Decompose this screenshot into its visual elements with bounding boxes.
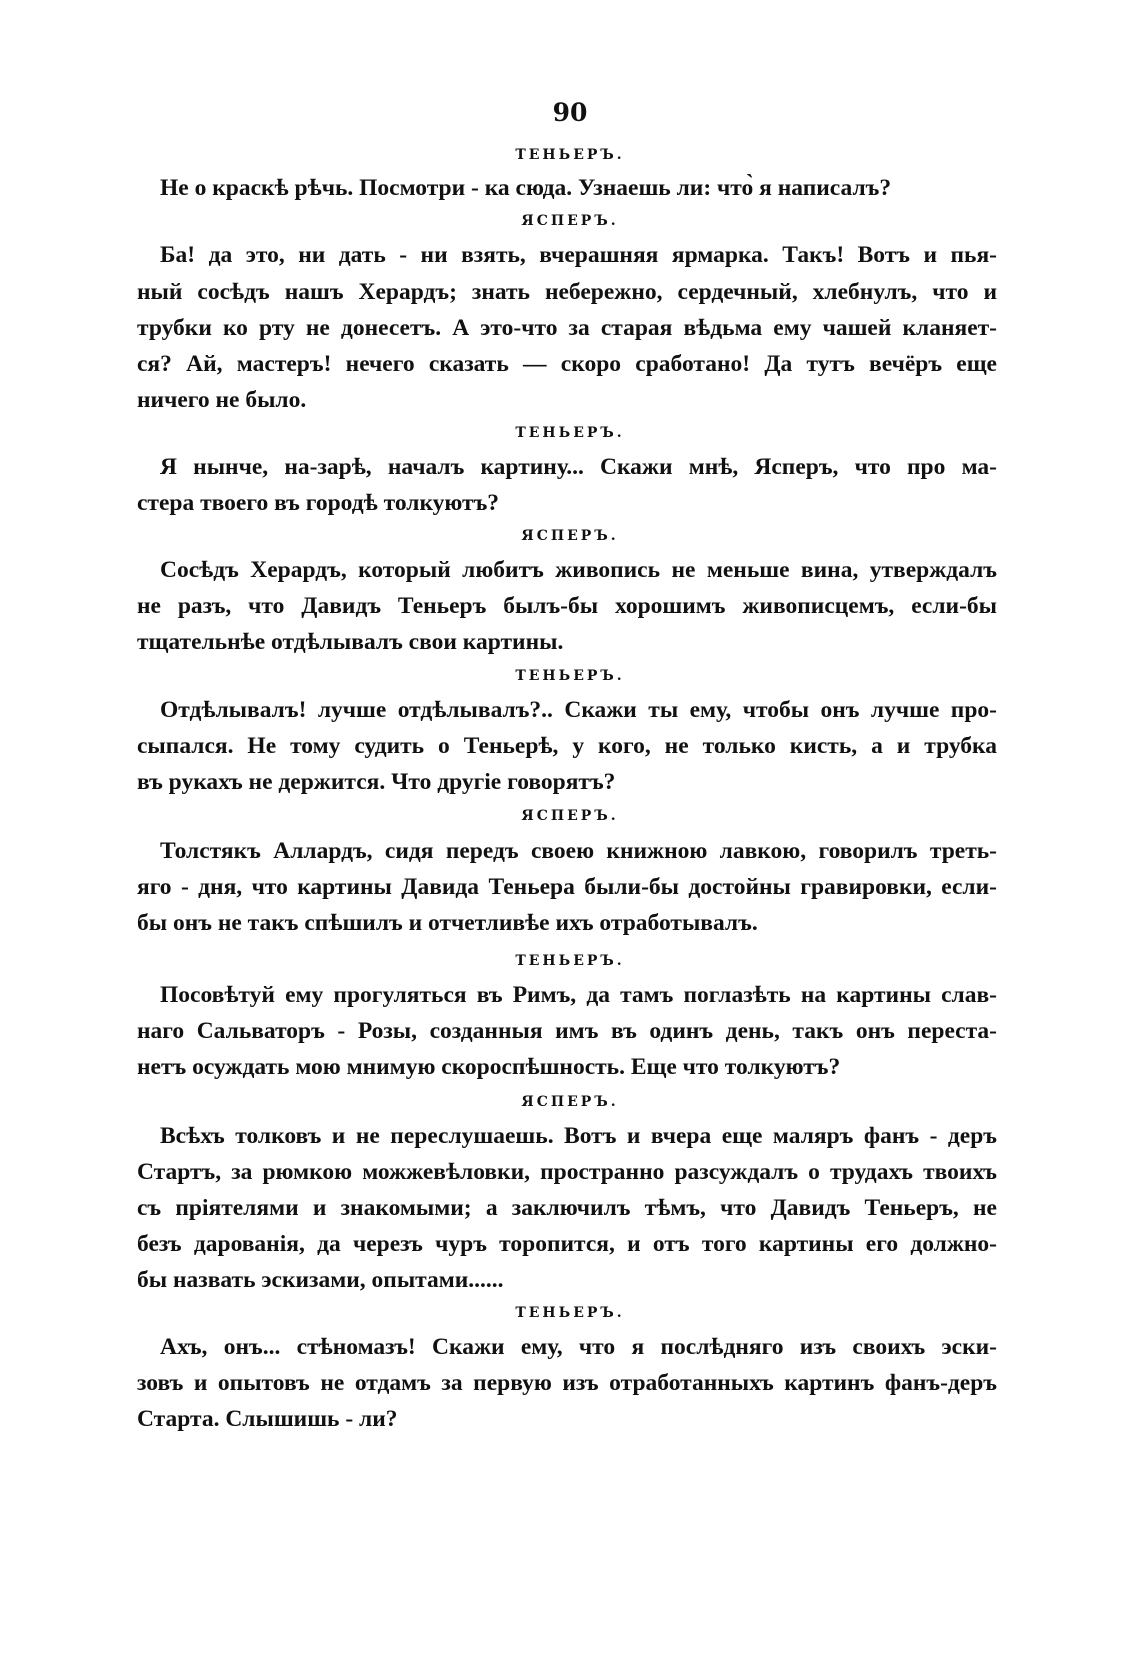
text-line: яго - дня, что картины Давида Теньера были-бы достойны гравировки, если- [137, 874, 997, 900]
text-line: Толстякъ Аллардъ, сидя передъ своею книжною лавкою, говорилъ треть- [160, 838, 997, 864]
speaker-heading: ЯСПЕРЪ. [521, 1094, 619, 1110]
text-line: тщательнѣе отдѣлывалъ свои картины. [137, 629, 564, 655]
text-line: Всѣхъ толковъ и не переслушаешь. Вотъ и вчера еще маляръ фанъ - деръ [160, 1123, 997, 1149]
text-line: Сосѣдъ Херардъ, который любитъ живопись не меньше вина, утверждалъ [160, 557, 997, 583]
text-line: наго Сальваторъ - Розы, созданныя имъ въ одинъ день, такъ онъ переста- [137, 1018, 997, 1044]
text-line: Ба! да это, ни дать - ни взять, вчерашняя ярмарка. Такъ! Вотъ и пья- [160, 242, 997, 268]
speaker-heading: ТЕНЬЕРЪ. [515, 147, 625, 163]
speaker-heading: ТЕНЬЕРЪ. [515, 668, 625, 684]
text-line: безъ дарованія, да черезъ чуръ торопится, и отъ того картины его должно- [137, 1231, 997, 1257]
speaker-heading: ЯСПЕРЪ. [521, 213, 619, 229]
text-line: Посовѣтуй ему прогуляться въ Римъ, да тамъ поглазѣть на картины слав- [160, 982, 997, 1008]
text-line: Старта. Слышишь - ли? [137, 1406, 398, 1432]
text-line: Не о краскѣ рѣчь. Посмотри - ка сюда. Узнаешь ли: что̀ я написалъ? [160, 175, 892, 201]
text-line: бы назвать эскизами, опытами...... [137, 1267, 504, 1293]
speaker-heading: ЯСПЕРЪ. [521, 808, 619, 824]
text-line: трубки ко рту не донесетъ. А это-что за старая вѣдьма ему чашей кланяет- [137, 315, 997, 341]
text-line: ся? Ай, мастеръ! нечего сказать — скоро сработано! Да тутъ вечёръ еще [137, 351, 997, 377]
text-line: Ахъ, онъ... стѣномазъ! Скажи ему, что я послѣдняго изъ своихъ эски- [160, 1334, 997, 1360]
page-number: 90 [552, 98, 588, 127]
text-line: ный сосѣдъ нашъ Херардъ; знать небережно, сердечный, хлебнулъ, что и [137, 279, 997, 305]
text-line: Отдѣлывалъ! лучше отдѣлывалъ?.. Скажи ты ему, чтобы онъ лучше про- [160, 697, 997, 723]
speaker-heading: ТЕНЬЕРЪ. [515, 1305, 625, 1321]
text-line: сыпался. Не тому судить о Теньерѣ, у кого, не только кисть, а и трубка [137, 733, 997, 759]
text-line: нетъ осуждать мою мнимую скороспѣшность. Еще что толкуютъ? [137, 1054, 841, 1080]
text-line: Стартъ, за рюмкою можжевѣловки, пространно разсуждалъ о трудахъ твоихъ [137, 1159, 997, 1185]
speaker-heading: ТЕНЬЕРЪ. [515, 425, 625, 441]
text-line: въ рукахъ не держится. Что другіе говорятъ? [137, 769, 616, 795]
text-line: ничего не было. [137, 387, 307, 413]
text-line: съ пріятелями и знакомыми; а заключилъ тѣмъ, что Давидъ Теньеръ, не [137, 1195, 997, 1221]
text-line: Я нынче, на-зарѣ, началъ картину... Скажи мнѣ, Ясперъ, что про ма- [160, 454, 997, 480]
text-line: не разъ, что Давидъ Теньеръ былъ-бы хорошимъ живописцемъ, если-бы [137, 593, 997, 619]
speaker-heading: ЯСПЕРЪ. [521, 528, 619, 544]
text-line: стера твоего въ городѣ толкуютъ? [137, 490, 500, 516]
speaker-heading: ТЕНЬЕРЪ. [515, 953, 625, 969]
text-line: бы онъ не такъ спѣшилъ и отчетливѣе ихъ отработывалъ. [137, 910, 758, 936]
text-line: зовъ и опытовъ не отдамъ за первую изъ отработанныхъ картинъ фанъ-деръ [137, 1370, 997, 1396]
